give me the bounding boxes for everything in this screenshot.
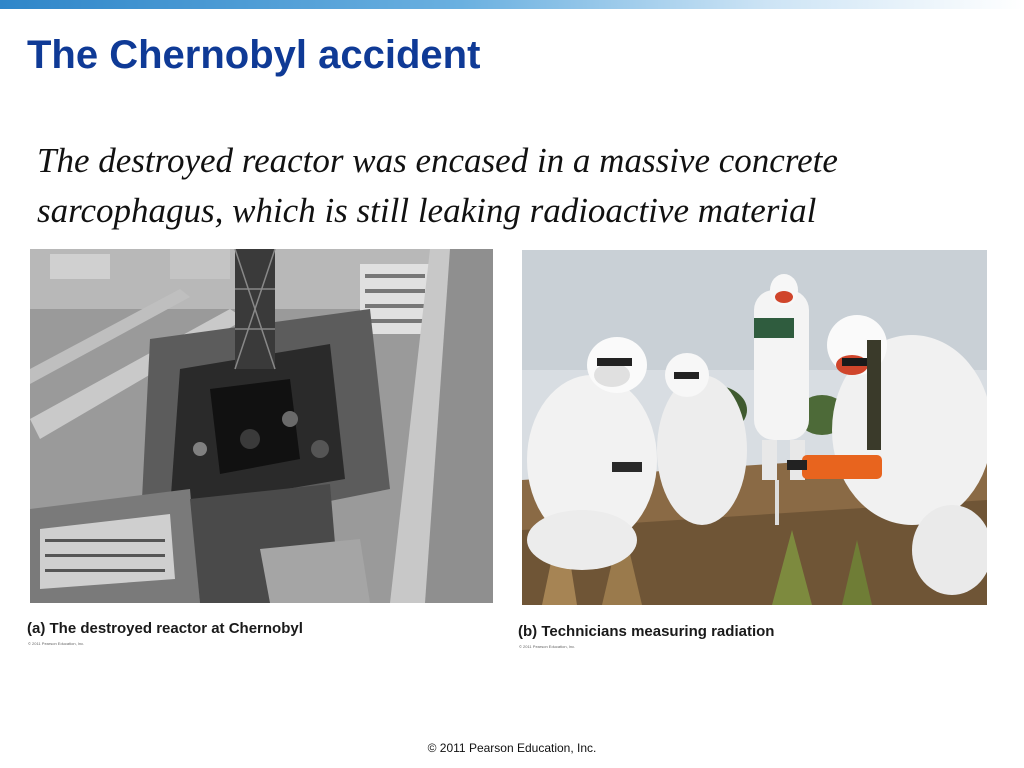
figure-a-caption: (a) The destroyed reactor at Chernobyl — [27, 620, 303, 637]
destroyed-reactor-photo — [30, 249, 493, 603]
figure-b-credit: © 2011 Pearson Education, Inc. — [519, 644, 576, 649]
body-line-2: sarcophagus, which is still leaking radioactive material — [37, 191, 817, 230]
top-accent-bar — [0, 0, 1024, 9]
figure-b-caption: (b) Technicians measuring radiation — [518, 623, 775, 640]
footer-copyright: © 2011 Pearson Education, Inc. — [427, 741, 597, 755]
figure-a-credit: © 2011 Pearson Education, Inc. — [28, 641, 85, 646]
body-line-1: The destroyed reactor was encased in a massive concrete — [37, 141, 838, 180]
slide-body-text — [37, 136, 997, 236]
slide-title: The Chernobyl accident — [27, 33, 481, 77]
technicians-photo — [522, 250, 987, 605]
